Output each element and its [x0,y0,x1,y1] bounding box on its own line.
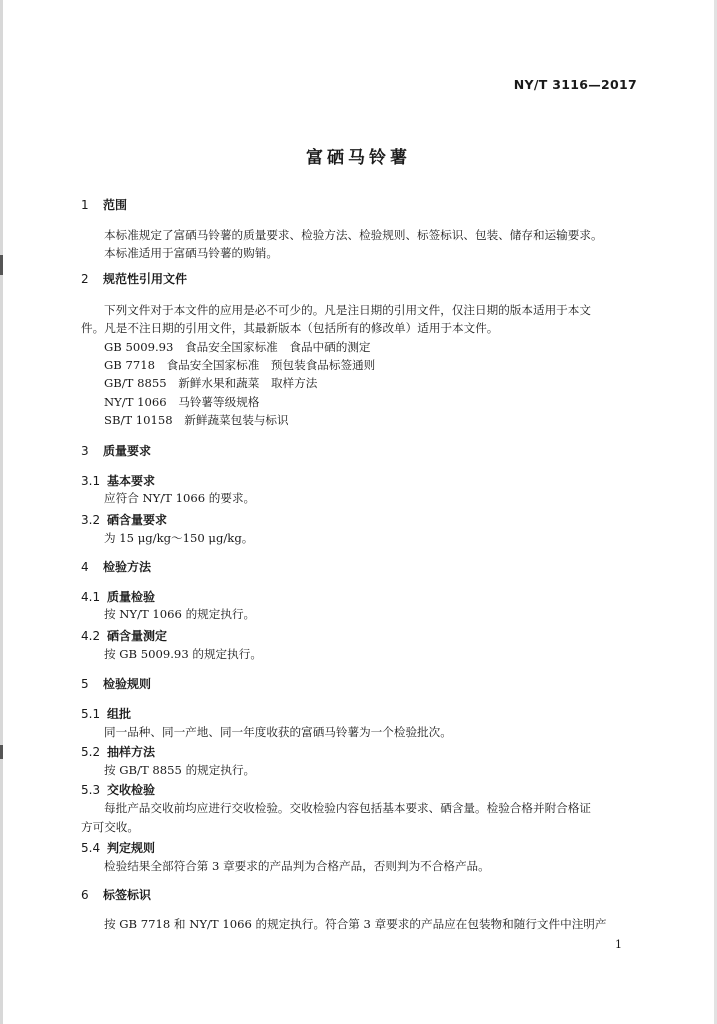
section-number: 5 [81,677,89,691]
section-title: 标签标识 [103,888,152,902]
subsection-number: 5.2 [81,745,101,759]
subsection-number: 3.1 [81,474,101,488]
paragraph: 件。凡是不注日期的引用文件，其最新版本（包括所有的修改单）适用于本文件。 [81,321,499,335]
subsection-heading [81,743,155,760]
subsection-title: 硒含量测定 [107,629,168,643]
subsection-number: 4.1 [81,590,101,604]
subsection-heading [81,588,155,605]
section-title: 质量要求 [103,444,152,458]
section-number: 3 [81,444,89,458]
subsection-heading [81,839,155,856]
section-title: 检验规则 [103,677,152,691]
paragraph: 方可交收。 [81,820,139,834]
section-heading [81,558,151,575]
scan-binding-mark [0,745,3,759]
paragraph: 检验结果全部符合第 3 章要求的产品判为合格产品，否则判为不合格产品。 [104,859,490,873]
subsection-heading [81,511,167,528]
subsection-number: 5.3 [81,783,101,797]
section-title: 范围 [103,198,128,212]
section-heading [81,675,151,692]
section-title: 规范性引用文件 [103,272,188,286]
section-number: 1 [81,198,89,212]
paragraph: 应符合 NY/T 1066 的要求。 [104,491,256,505]
document-title: 富硒马铃薯 [306,148,411,168]
section-number: 4 [81,560,89,574]
subsection-title: 组批 [107,707,132,721]
subsection-number: 3.2 [81,513,101,527]
section-heading [81,442,151,459]
scan-binding-mark [0,255,3,275]
subsection-title: 交收检验 [107,783,156,797]
section-title: 检验方法 [103,560,152,574]
page-number: 1 [615,938,622,951]
reference-item: GB 7718 食品安全国家标准 预包装食品标签通则 [104,358,376,372]
reference-item: GB/T 8855 新鲜水果和蔬菜 取样方法 [104,376,318,390]
subsection-number: 5.4 [81,841,101,855]
reference-item: SB/T 10158 新鲜蔬菜包装与标识 [104,413,289,427]
paragraph: 按 GB 5009.93 的规定执行。 [104,647,262,661]
subsection-heading [81,705,131,722]
paragraph: 同一品种、同一产地、同一年度收获的富硒马铃薯为一个检验批次。 [104,725,452,739]
paragraph: 按 GB/T 8855 的规定执行。 [104,763,256,777]
paragraph: 本标准规定了富硒马铃薯的质量要求、检验方法、检验规则、标签标识、包装、储存和运输要求。 [104,228,603,242]
section-number: 2 [81,272,89,286]
subsection-title: 硒含量要求 [107,513,168,527]
section-number: 6 [81,888,89,902]
paragraph: 每批产品交收前均应进行交收检验。交收检验内容包括基本要求、硒含量。检验合格并附合格证 [104,801,591,815]
subsection-title: 质量检验 [107,590,156,604]
subsection-heading [81,781,155,798]
subsection-number: 4.2 [81,629,101,643]
standard-number: NY/T 3116—2017 [513,77,637,92]
paragraph: 为 15 μg/kg～150 μg/kg。 [104,531,254,545]
paragraph: 按 NY/T 1066 的规定执行。 [104,607,256,621]
reference-item: GB 5009.93 食品安全国家标准 食品中硒的测定 [104,340,371,354]
subsection-title: 抽样方法 [107,745,156,759]
reference-item: NY/T 1066 马铃薯等级规格 [104,395,260,409]
subsection-heading [81,472,155,489]
subsection-title: 基本要求 [107,474,156,488]
section-heading [81,886,151,903]
paragraph: 下列文件对于本文件的应用是必不可少的。凡是注日期的引用文件，仅注日期的版本适用于本文 [104,303,591,317]
subsection-number: 5.1 [81,707,101,721]
subsection-title: 判定规则 [107,841,156,855]
paragraph: 按 GB 7718 和 NY/T 1066 的规定执行。符合第 3 章要求的产品应在包装物和随行文件中注明产 [104,917,607,931]
paragraph: 本标准适用于富硒马铃薯的购销。 [104,246,278,260]
section-heading [81,196,127,213]
subsection-heading [81,627,167,644]
section-heading [81,270,187,287]
